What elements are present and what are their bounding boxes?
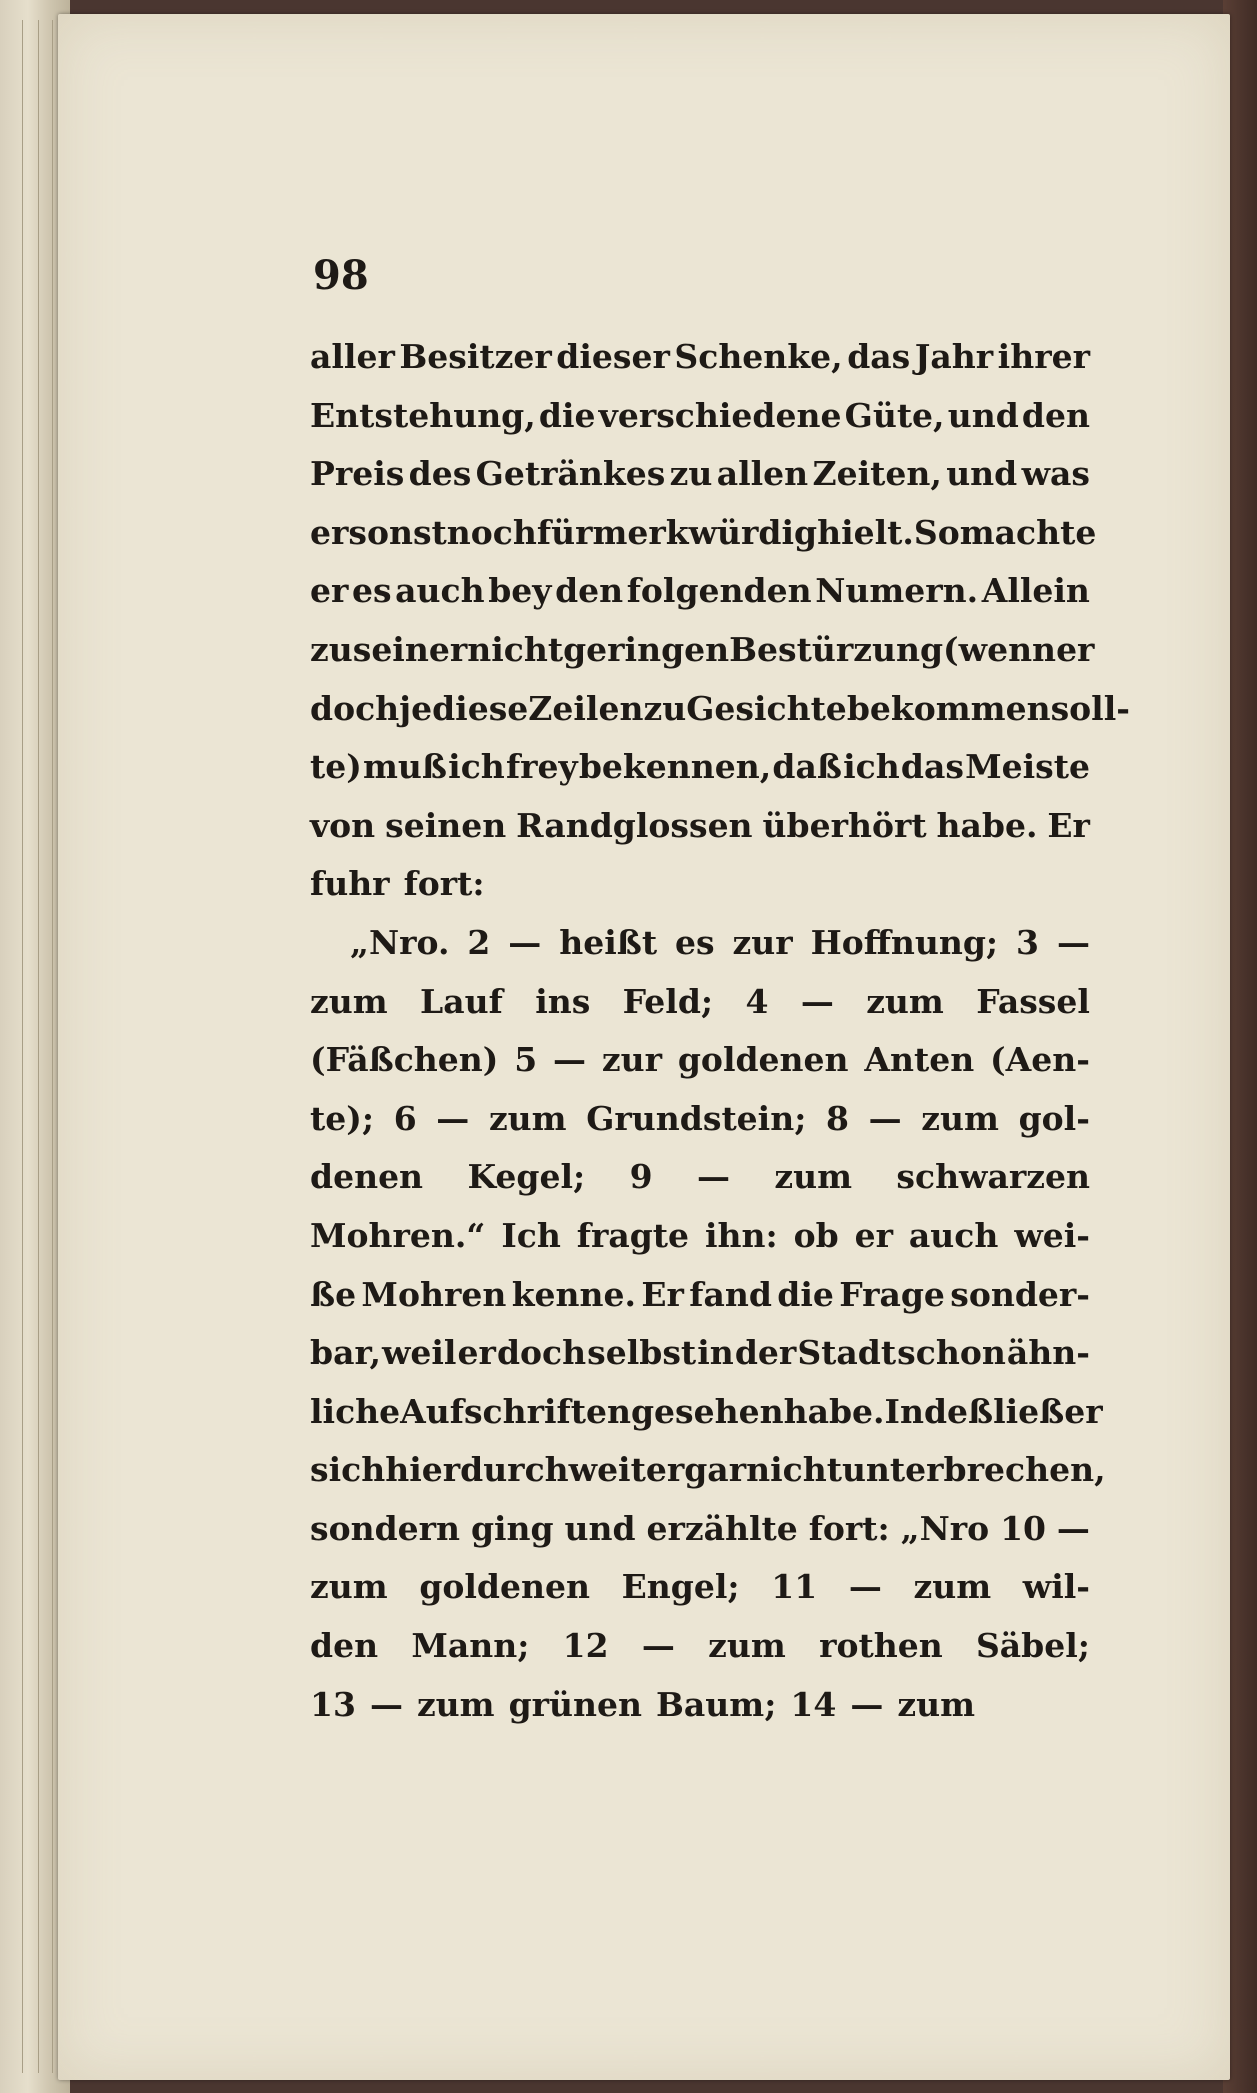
- text-line: er es auch bey den folgenden Numern. Allein: [310, 571, 1090, 611]
- text-line: zu seiner nicht geringen Bestürzung (wenn er: [310, 629, 1095, 669]
- page-edge-line: [38, 20, 39, 2073]
- page-text: [310, 328, 1130, 1734]
- text-line: doch je diese Zeilen zu Gesichte bekommen soll-: [310, 688, 1130, 728]
- page-number: 98: [313, 252, 369, 299]
- text-line: er sonst noch für merkwürdig hielt. So machte: [310, 512, 1097, 552]
- text-line: zum goldenen Engel; 11 — zum wil-: [310, 1567, 1090, 1607]
- text-line: liche Aufschriften gesehen habe. Indeß ließ er: [310, 1391, 1103, 1431]
- text-line: Preis des Getränkes zu allen Zeiten, und was: [310, 454, 1090, 494]
- text-line: sondern ging und erzählte fort: „Nro 10 —: [310, 1508, 1090, 1548]
- text-line: aller Besitzer dieser Schenke, das Jahr ihrer: [310, 337, 1090, 376]
- text-line: bar, weil er doch selbst in der Stadt schon ähn-: [310, 1333, 1090, 1373]
- text-line: te); 6 — zum Grundstein; 8 — zum gol-: [310, 1098, 1090, 1138]
- text-line: von seinen Randglossen überhört habe. Er: [310, 805, 1090, 845]
- text-line: (Fäßchen) 5 — zur goldenen Anten (Aen-: [310, 1040, 1090, 1080]
- text-line: ße Mohren kenne. Er fand die Frage sonder-: [310, 1274, 1090, 1314]
- text-line: 13 — zum grünen Baum; 14 — zum: [310, 1684, 975, 1724]
- text-line: Entstehung, die verschiedene Güte, und den: [310, 395, 1090, 435]
- text-line: fuhr fort:: [310, 864, 485, 904]
- page-edge-line: [52, 20, 53, 2073]
- text-line: „Nro. 2 — heißt es zur Hoffnung; 3 —: [350, 922, 1090, 962]
- page-edge-line: [22, 20, 23, 2073]
- text-line: sich hierdurch weiter gar nicht unterbrechen,: [310, 1450, 1106, 1490]
- text-line: denen Kegel; 9 — zum schwarzen: [310, 1157, 1090, 1197]
- text-line: den Mann; 12 — zum rothen Säbel;: [310, 1626, 1090, 1666]
- text-line: zum Lauf ins Feld; 4 — zum Fassel: [310, 981, 1090, 1021]
- text-line: Mohren.“ Ich fragte ihn: ob er auch wei-: [310, 1215, 1090, 1255]
- text-line: te) muß ich frey bekennen, daß ich das Meiste: [310, 747, 1090, 787]
